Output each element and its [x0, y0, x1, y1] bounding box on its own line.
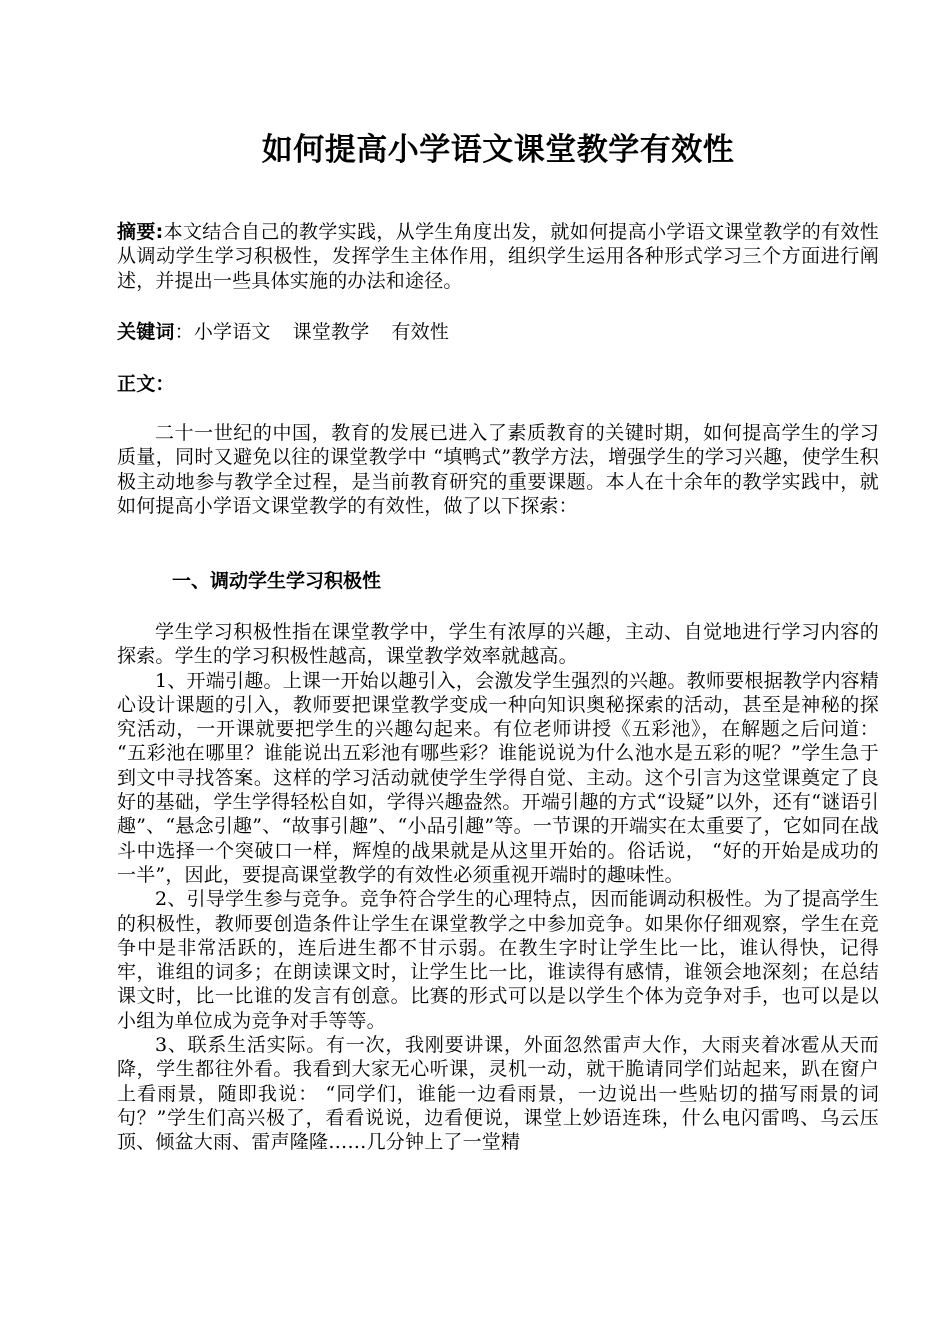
body-label: 正文：: [117, 373, 175, 395]
abstract-label: 摘要:: [117, 221, 164, 243]
paragraph: 2、引导学生参与竞争。竞争符合学生的心理特点，因而能调动积极性。为了提高学生的积极性，教师要创造条件让学生在课堂教学之中参加竞争。如果你仔细观察，学生在竞争中是非常活跃的，连后进生都不甘示弱。在教生字时让学生比一比，谁认得快，记得牢，谁组的词多；在朗读课文时，让学生比一比，谁读得有感情，谁领会地深刻；在总结课文时，比一比谁的发言有创意。比赛的形式可以是以学生个体为竞争对手，也可以是以小组为单位成为竞争对手等等。: [117, 888, 879, 1032]
intro-section: [117, 421, 879, 518]
keyword: 课堂教学: [292, 321, 370, 343]
keywords: [117, 320, 879, 344]
keywords-label: 关键词: [117, 321, 175, 343]
section-heading: 一、调动学生学习积极性: [172, 570, 382, 592]
document-title: 如何提高小学语文课堂教学有效性: [261, 132, 735, 168]
abstract: [117, 220, 879, 293]
keyword: 有效性: [391, 321, 450, 343]
intro-paragraph: 二十一世纪的中国，教育的发展已进入了素质教育的关键时期，如何提高学生的学习质量，同时又避免以往的课堂教学中 “填鸭式”教学方法，增强学生的学习兴趣，使学生积极主动地参与教学全过程，是当前教育研究的重要课题。本人在十余年的教学实践中，就如何提高小学语文课堂教学的有效性，做了以下探索：: [117, 422, 879, 517]
paragraph: 3、联系生活实际。有一次，我刚要讲课，外面忽然雷声大作，大雨夹着冰雹从天而降，学生都往外看。我看到大家无心听课，灵机一动，就干脆请同学们站起来，趴在窗户上看雨景，随即我说： “同学们，谁能一边看雨景，一边说出一些贴切的描写雨景的词句？”学生们高兴极了，看看说说，边看便说，课堂上妙语连珠，什么电闪雷鸣、乌云压顶、倾盆大雨、雷声隆隆……几分钟上了一堂精: [117, 1034, 879, 1154]
keywords-colon: ：: [174, 321, 194, 343]
section-body: [117, 620, 879, 1155]
keyword: 小学语文: [193, 321, 271, 343]
abstract-text: 本文结合自己的教学实践，从学生角度出发，就如何提高小学语文课堂教学的有效性从调动学生学习积极性，发挥学生主体作用，组织学生运用各种形式学习三个方面进行阐述，并提出一些具体实施的办法和途径。: [117, 221, 880, 292]
paragraph: 1、开端引趣。上课一开始以趣引入，会激发学生强烈的兴趣。教师要根据教学内容精心设计课题的引入，教师要把课堂教学变成一种向知识奥秘探索的活动，甚至是神秘的探究活动，一开课就要把学生的兴趣勾起来。有位老师讲授《五彩池》，在解题之后问道： “五彩池在哪里？谁能说出五彩池有哪些彩？谁能说说为什么池水是五彩的呢？”学生急于到文中寻找答案。这样的学习活动就使学生学得自觉、主动。这个引言为这堂课奠定了良好的基础，学生学得轻松自如，学得兴趣盎然。开端引趣的方式“设疑”以外，还有“谜语引趣”、“悬念引趣”、“故事引趣”、“小品引趣”等。一节课的开端实在太重要了，它如同在战斗中选择一个突破口一样，辉煌的战果就是从这里开始的。俗话说， “好的开始是成功的一半”，因此，要提高课堂教学的有效性必须重视开端时的趣味性。: [117, 669, 879, 886]
paragraph: 学生学习积极性指在课堂教学中，学生有浓厚的兴趣，主动、自觉地进行学习内容的探索。学生的学习积极性越高，课堂教学效率就越高。: [117, 621, 879, 668]
